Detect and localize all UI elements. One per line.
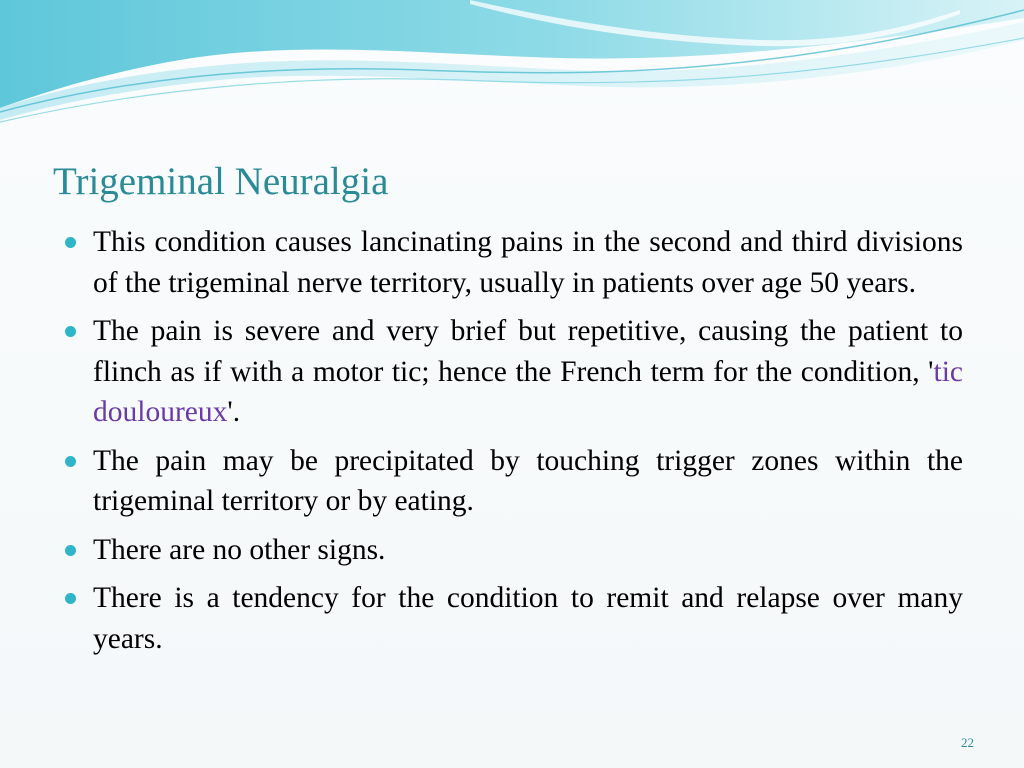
bullet-item [63, 578, 963, 659]
bullet-item [63, 441, 963, 522]
bullet-dot-icon [65, 545, 76, 556]
bullet-dot-icon [65, 237, 76, 248]
bullet-dot-icon [65, 326, 76, 337]
bullet-text: There is a tendency for the condition to remit and relapse over many years. [93, 582, 963, 655]
highlighted-term: tic douloureux [93, 355, 963, 428]
bullet-dot-icon [65, 593, 76, 604]
header-wave-decoration [0, 0, 1024, 130]
bullet-text: The pain may be precipitated by touching trigger zones within the trigeminal territory or by eating. [93, 444, 963, 517]
bullet-text-end: '. [227, 396, 241, 428]
bullet-text: This condition causes lancinating pains in the second and third divisions of the trigeminal nerve territory, usually in patients over age 50 years. [93, 226, 963, 299]
bullet-list [63, 222, 963, 667]
bullet-text: The pain is severe and very brief but repetitive, causing the patient to flinch as if with a motor tic; hence the French term for the condition, ' [93, 315, 963, 388]
bullet-item [63, 311, 963, 433]
page-number: 22 [961, 735, 974, 750]
bullet-text: There are no other signs. [93, 533, 386, 566]
bullet-item [63, 530, 963, 571]
slide-title: Trigeminal Neuralgia [53, 160, 389, 203]
bullet-item [63, 222, 963, 303]
bullet-dot-icon [65, 456, 76, 467]
